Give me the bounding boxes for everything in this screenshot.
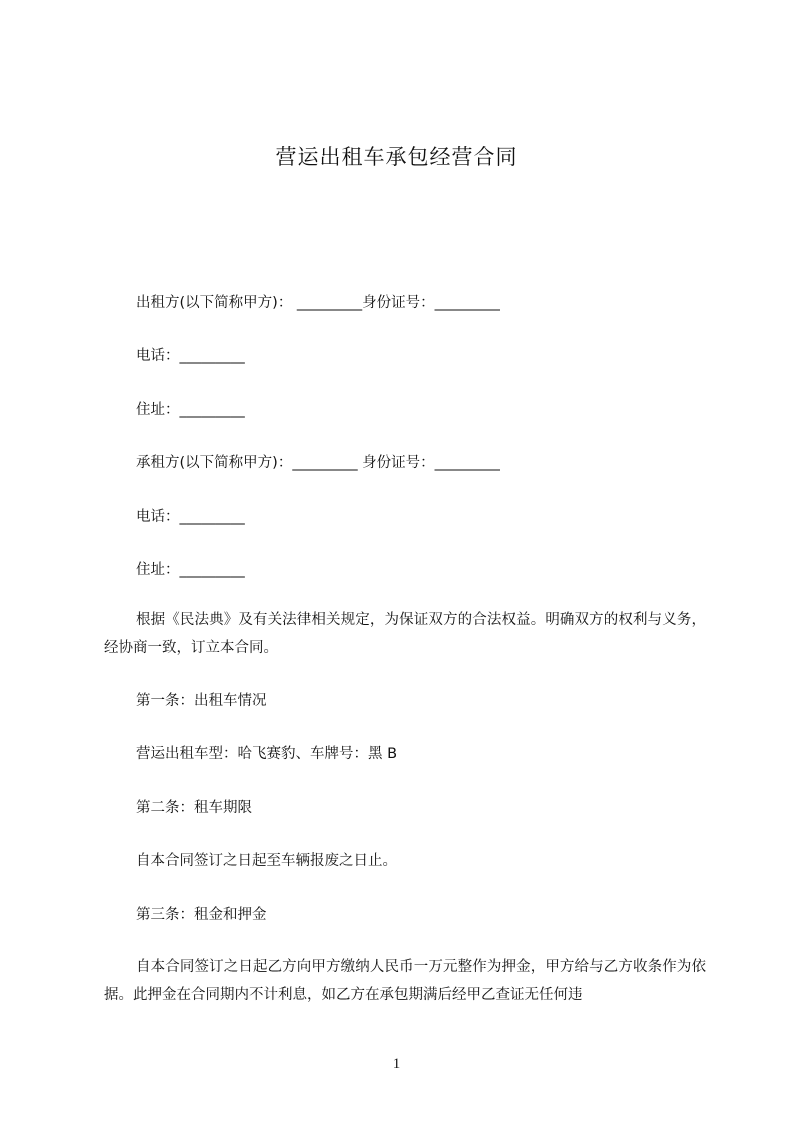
article-1-body: 营运出租车型：哈飞赛豹、车牌号：黑 B	[136, 746, 398, 762]
article-2-body: 自本合同签订之日起至车辆报废之日止。	[136, 853, 397, 869]
article-3-body: 自本合同签订之日起乙方向甲方缴纳人民币一万元整作为押金，甲方给与乙方收条作为依据。此押金在合同期内不计利息，如乙方在承包期满后经甲乙查证无任何违	[104, 959, 706, 1003]
lessee-address-line: 住址：_________	[136, 562, 245, 578]
document-title: 营运出租车承包经营合同	[275, 145, 518, 169]
article-1-heading: 第一条：出租车情况	[136, 693, 267, 709]
page-number: 1	[392, 1056, 401, 1072]
intro-paragraph: 根据《民法典》及有关法律相关规定，为保证双方的合法权益。明确双方的权利与义务，经协商一致，订立本合同。	[104, 612, 706, 656]
lessee-phone-line: 电话：_________	[136, 509, 245, 525]
lessor-line: 出租方(以下简称甲方)： _________身份证号：_________	[136, 295, 500, 311]
lessee-line: 承租方(以下简称甲方)：_________ 身份证号：_________	[136, 455, 500, 471]
article-2-heading: 第二条：租车期限	[136, 800, 252, 816]
article-3-heading: 第三条：租金和押金	[136, 907, 267, 923]
lessor-address-line: 住址：_________	[136, 402, 245, 418]
lessor-phone-line: 电话：_________	[136, 348, 245, 364]
